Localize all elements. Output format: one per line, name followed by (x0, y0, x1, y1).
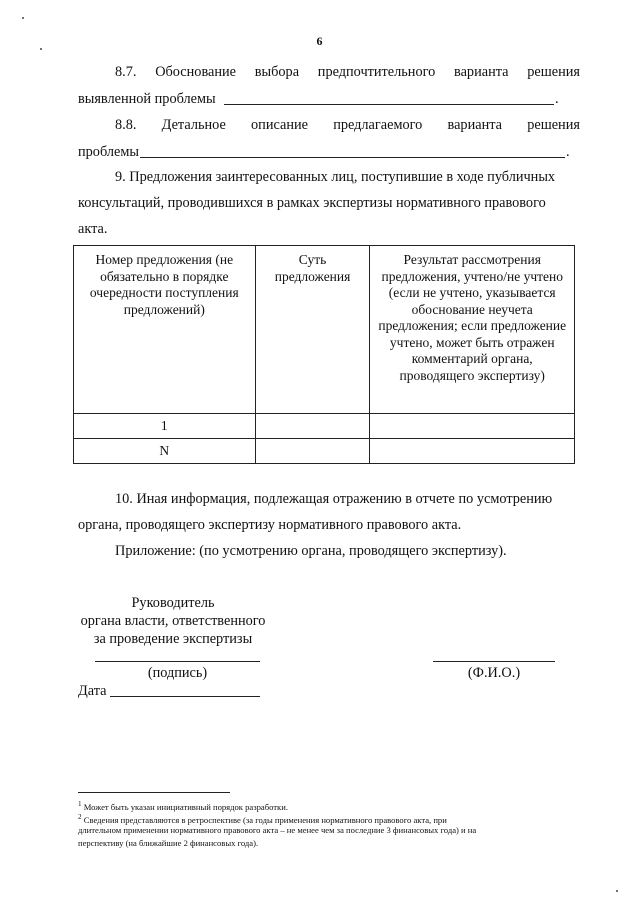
footnote-text: Сведения представляются в ретроспективе (за годы применения нормативного правового акта, при (83, 814, 447, 825)
fio-line (433, 661, 555, 662)
word: Обоснование (155, 64, 237, 80)
scan-speck (22, 17, 24, 19)
word: предпочтительного (317, 64, 436, 80)
table-header-row (74, 246, 575, 414)
signature-line (95, 661, 260, 662)
page-number: 6 (316, 34, 323, 48)
section-10-line2: органа, проводящего экспертизу нормативного правового акта. (78, 517, 462, 533)
table-cell (255, 439, 370, 464)
section-9-line3: акта. (78, 221, 108, 237)
period: . (555, 91, 559, 107)
table-row (74, 439, 575, 464)
header-review-result: Результат рассмотрения предложения, учтено/не учтено (если не учтено, указывается обоснование неучета предложения; если предложение учтено, может быть отражен комментарий органа, проводящего экспертизу) (370, 246, 575, 414)
section-number: 8.8. (115, 117, 137, 133)
head-title-line3: за проведение экспертизы (93, 631, 253, 647)
date-label: Дата (78, 683, 107, 699)
scan-speck (616, 890, 618, 892)
proposals-table (73, 245, 575, 464)
word: Детальное (161, 117, 226, 133)
word: решения (527, 64, 580, 80)
word: выбора (254, 64, 300, 80)
section-8-8-line2: проблемы (78, 144, 139, 160)
table-cell: 1 (74, 414, 256, 439)
fio-label: (Ф.И.О.) (467, 665, 521, 681)
fill-in-line (140, 157, 565, 158)
section-9-line1: 9. Предложения заинтересованных лиц, поступившие в ходе публичных (115, 169, 556, 185)
word: предлагаемого (333, 117, 423, 133)
table-cell (255, 414, 370, 439)
header-proposal-essence: Суть предложения (255, 246, 370, 414)
fill-in-line (224, 104, 554, 105)
footnote-separator (78, 792, 230, 793)
section-10-line1: 10. Иная информация, подлежащая отражению в отчете по усмотрению (115, 491, 553, 507)
appendix-note: Приложение: (по усмотрению органа, проводящего экспертизу). (115, 543, 507, 559)
word: варианта (454, 64, 509, 80)
word: решения (527, 117, 580, 133)
table-cell: N (74, 439, 256, 464)
footnote-mark: 2 (78, 813, 82, 821)
head-title-line1: Руководитель (131, 595, 215, 611)
table-cell (370, 439, 575, 464)
word: варианта (447, 117, 502, 133)
footnote-mark: 1 (78, 800, 82, 808)
signature-label: (подпись) (147, 665, 208, 681)
section-8-7-line2: выявленной проблемы (78, 91, 216, 107)
section-8-8-line1 (115, 116, 580, 134)
footnote-text: Может быть указан инициативный порядок разработки. (83, 801, 288, 812)
date-line (110, 696, 260, 697)
table-row (74, 414, 575, 439)
section-9-line2: консультаций, проводившихся в рамках экспертизы нормативного правового (78, 195, 546, 211)
section-8-7-line1 (115, 63, 580, 81)
word: описание (251, 117, 308, 133)
table-cell (370, 414, 575, 439)
head-title-line2: органа власти, ответственного (80, 613, 266, 629)
period: . (566, 144, 570, 160)
header-proposal-number: Номер предложения (не обязательно в порядке очередности поступления предложений) (74, 246, 256, 414)
footnote-2-line3: перспективу (на ближайшие 2 финансовых года). (78, 838, 259, 848)
footnote-2-line2: длительном применении нормативного правового акта – не менее чем за последние 3 финансовых года) и на (78, 825, 477, 835)
section-number: 8.7. (115, 64, 137, 80)
